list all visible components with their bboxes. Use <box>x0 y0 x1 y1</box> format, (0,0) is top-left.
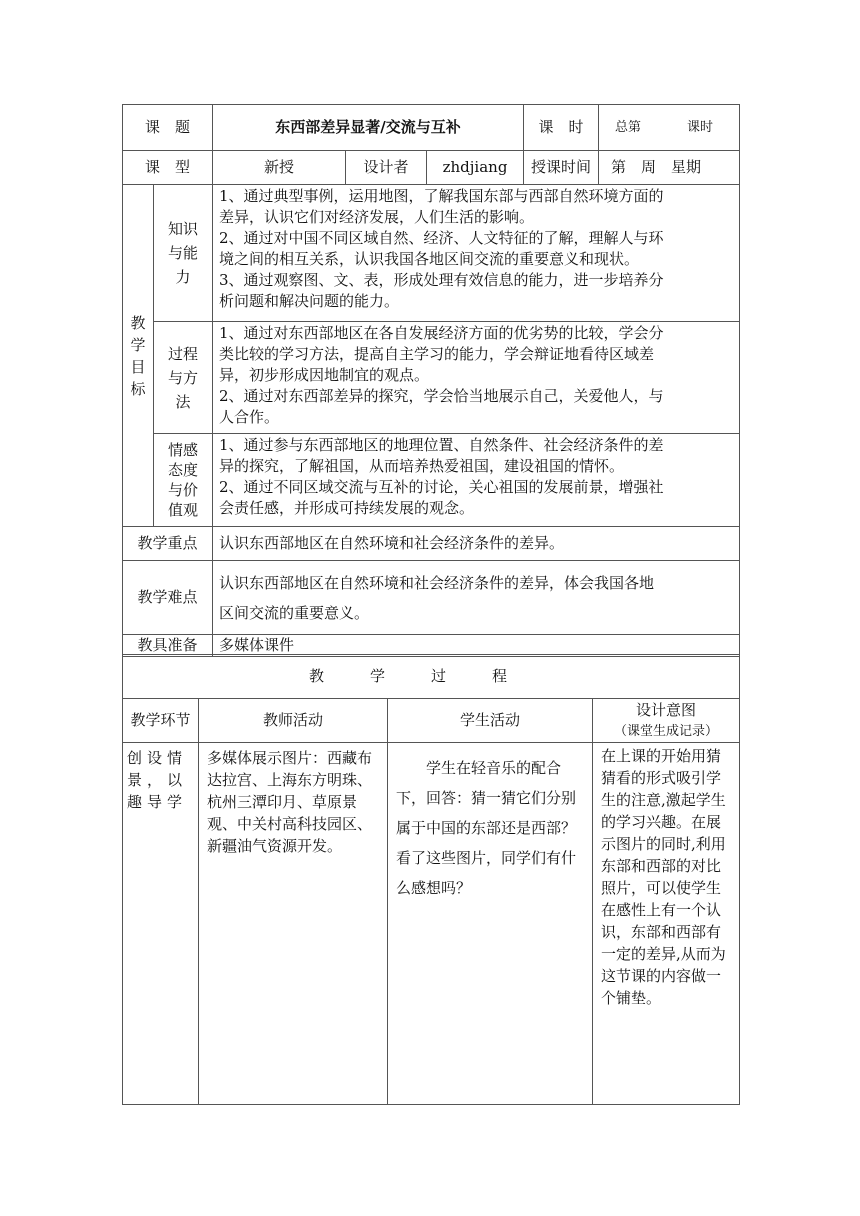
emotion-line: 2、通过不同区域交流与互补的讨论，关心祖国的发展前景，增强社 <box>219 478 664 496</box>
designer-label: 设计者 <box>346 151 427 185</box>
emotion-line: 1、通过参与东西部地区的地理位置、自然条件、社会经济条件的差 <box>219 436 664 454</box>
process-title: 教学过程 <box>123 655 740 699</box>
difficulties-label: 教学难点 <box>123 561 213 635</box>
tools-label: 教具准备 <box>123 635 213 657</box>
hours-suffix: 课时 <box>687 120 714 135</box>
difficulties-line: 区间交流的重要意义。 <box>219 603 370 622</box>
knowledge-line: 1、通过典型事例，运用地图，了解我国东部与西部自然环境方面的 <box>219 187 664 205</box>
key-points-value: 认识东西部地区在自然环境和社会经济条件的差异。 <box>213 527 740 561</box>
design-intent-cell: 在上课的开始用猜猜看的形式吸引学生的注意,激起学生的学习兴趣。在展示图片的同时,利用东部和西部的对比照片，可以使学生在感性上有一个认识，东部和西部有一定的差异,从而为这节课的内容做一个铺垫。 <box>593 743 740 1105</box>
type-value: 新授 <box>213 151 346 185</box>
col-stage-header: 教学环节 <box>123 699 199 743</box>
type-label: 课 型 <box>123 151 213 185</box>
process-line: 2、通过对东西部差异的探究，学会恰当地展示自己，关爱他人，与 <box>219 387 664 405</box>
knowledge-line: 析问题和解决问题的能力。 <box>219 292 400 310</box>
process-method-label: 过程与方法 <box>154 322 213 434</box>
knowledge-content <box>213 185 740 322</box>
key-points-label: 教学重点 <box>123 527 213 561</box>
subject-label: 课 题 <box>123 105 213 151</box>
process-line: 异，初步形成因地制宜的观点。 <box>219 366 430 384</box>
hours-value <box>599 105 740 151</box>
col-intent-title: 设计意图 <box>636 700 697 719</box>
tools-value: 多媒体课件 <box>213 635 740 657</box>
difficulties-line: 认识东西部地区在自然环境和社会经济条件的差异，体会我国各地 <box>219 573 655 592</box>
col-student-header: 学生活动 <box>388 699 593 743</box>
process-method-content <box>213 322 740 434</box>
emotion-line: 异的探究，了解祖国，从而培养热爱祖国，建设祖国的情怀。 <box>219 457 625 475</box>
student-activity-cell: 学生在轻音乐的配合下，回答：猜一猜它们分别属于中国的东部还是西部？看了这些图片，同学们有什么感想吗？ <box>388 743 593 1105</box>
hours-prefix: 总第 <box>615 120 642 135</box>
time-label: 授课时间 <box>524 151 599 185</box>
emotion-line: 会责任感，并形成可持续发展的观念。 <box>219 499 475 517</box>
emotion-content <box>213 434 740 527</box>
teacher-activity-cell: 多媒体展示图片：西藏布达拉宫、上海东方明珠、杭州三潭印月、草原景观、中关村高科技园区、新疆油气资源开发。 <box>199 743 388 1105</box>
knowledge-label: 知识与能力 <box>154 185 213 322</box>
col-teacher-header: 教师活动 <box>199 699 388 743</box>
designer-value: zhdjiang <box>427 151 524 185</box>
subject-value: 东西部差异显著/交流与互补 <box>213 105 524 151</box>
knowledge-line: 境之间的相互关系，认识我国各地区间交流的重要意义和现状。 <box>219 250 640 268</box>
col-intent-note: （课堂生成记录） <box>614 723 719 739</box>
process-line: 1、通过对东西部地区在各自发展经济方面的优劣势的比较，学会分 <box>219 324 664 342</box>
knowledge-line: 3、通过观察图、文、表，形成处理有效信息的能力，进一步培养分 <box>219 271 664 289</box>
hours-label: 课 时 <box>524 105 599 151</box>
time-value: 第 周 星期 <box>599 151 740 185</box>
knowledge-line: 2、通过对中国不同区域自然、经济、人文特征的了解，理解人与环 <box>219 229 664 247</box>
teaching-process-table <box>122 654 740 1105</box>
stage-cell: 创设情景，以趣导学 <box>123 743 199 1105</box>
goals-label: 教学目标 <box>123 185 154 527</box>
difficulties-value <box>213 561 740 635</box>
lesson-plan-header-table <box>122 104 740 657</box>
emotion-label: 情感态度与价值观 <box>154 434 213 527</box>
process-line: 人合作。 <box>219 408 280 426</box>
col-intent-header <box>593 699 740 743</box>
process-line: 类比较的学习方法，提高自主学习的能力，学会辩证地看待区域差 <box>219 345 655 363</box>
knowledge-line: 差异，认识它们对经济发展，人们生活的影响。 <box>219 208 535 226</box>
